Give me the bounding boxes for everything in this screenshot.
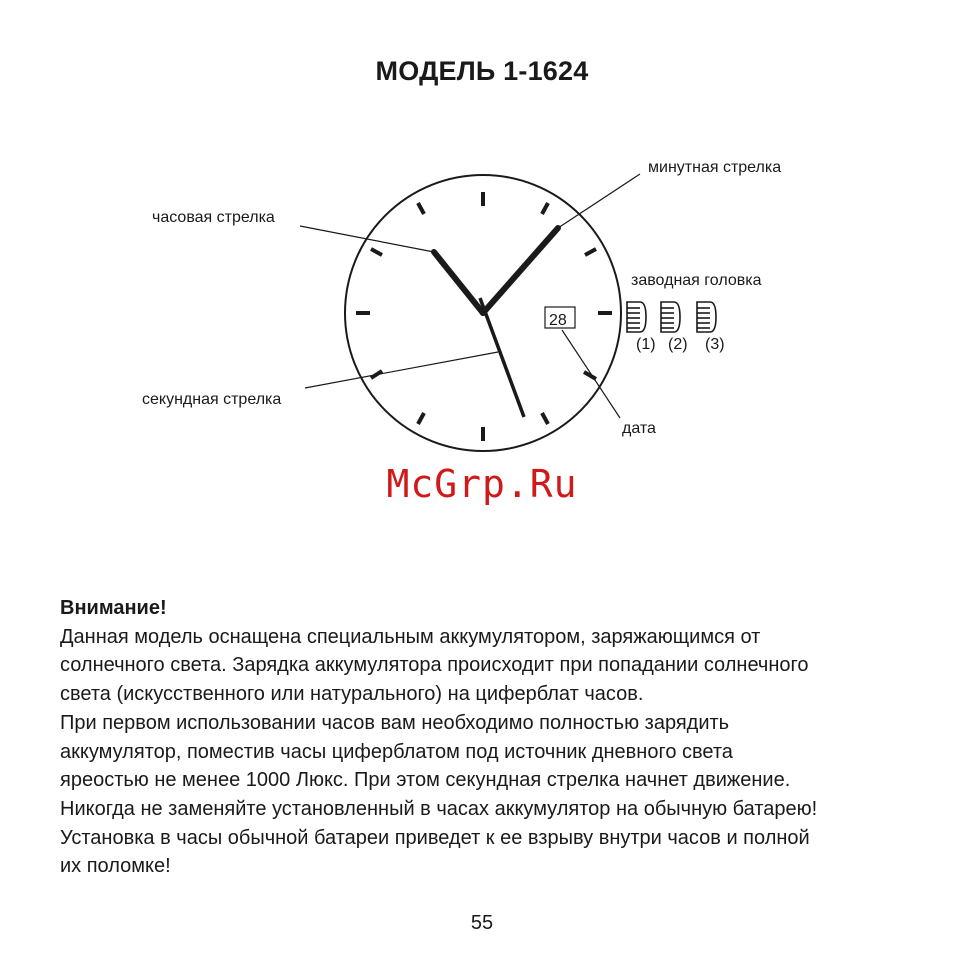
crown-position-2-label: (2) — [668, 336, 688, 353]
crown-position-2 — [661, 302, 680, 332]
second-hand-leader — [305, 352, 498, 388]
minute-hand-leader — [558, 174, 640, 228]
second-hand-label: секундная стрелка — [142, 391, 282, 408]
hour-hand — [434, 252, 483, 313]
crown-illustrations — [627, 302, 716, 332]
notice-line: При первом использовании часов вам необходимо полностью зарядить — [60, 711, 730, 734]
marker-5 — [542, 413, 548, 424]
marker-2 — [585, 249, 596, 255]
notice-line: их поломке! — [60, 855, 171, 878]
hour-hand-label: часовая стрелка — [152, 209, 275, 226]
crown-position-3 — [697, 302, 716, 332]
notice-line: солнечного света. Зарядка аккумулятора происходит при попадании солнечного — [60, 654, 809, 677]
marker-7 — [418, 413, 424, 424]
date-label: дата — [622, 420, 656, 437]
marker-11 — [418, 203, 424, 214]
minute-hand-label: минутная стрелка — [648, 159, 782, 176]
crown-position-1 — [627, 302, 646, 332]
second-hand — [480, 298, 524, 417]
crown-position-3-label: (3) — [705, 336, 725, 353]
date-leader — [562, 330, 620, 418]
notice-line: Никогда не заменяйте установленный в часах аккумулятор на обычную батарею! — [60, 797, 818, 820]
crown-label: заводная головка — [631, 272, 762, 289]
notice-line: аккумулятор, поместив часы циферблатом под источник дневного света — [60, 740, 733, 763]
watermark: McGrp.Ru — [386, 462, 578, 506]
notice-block — [60, 594, 920, 881]
crown-position-1-label: (1) — [636, 336, 656, 353]
notice-line: яреостью не менее 1000 Люкс. При этом секундная стрелка начнет движение. — [60, 769, 791, 792]
marker-10 — [371, 249, 382, 255]
hour-hand-leader — [300, 226, 434, 252]
notice-line: Установка в часы обычной батареи приведет к ее взрыву внутри часов и полной — [60, 826, 810, 849]
page-number: 55 — [470, 912, 494, 934]
notice-line: света (искусственного или натурального) на циферблат часов. — [60, 683, 644, 706]
page-title: МОДЕЛЬ 1-1624 — [375, 56, 589, 86]
date-value: 28 — [549, 312, 567, 329]
notice-line: Данная модель оснащена специальным аккумулятором, заряжающимся от — [60, 625, 761, 648]
marker-1 — [542, 203, 548, 214]
minute-hand — [483, 228, 558, 313]
notice-heading: Внимание! — [60, 597, 167, 619]
